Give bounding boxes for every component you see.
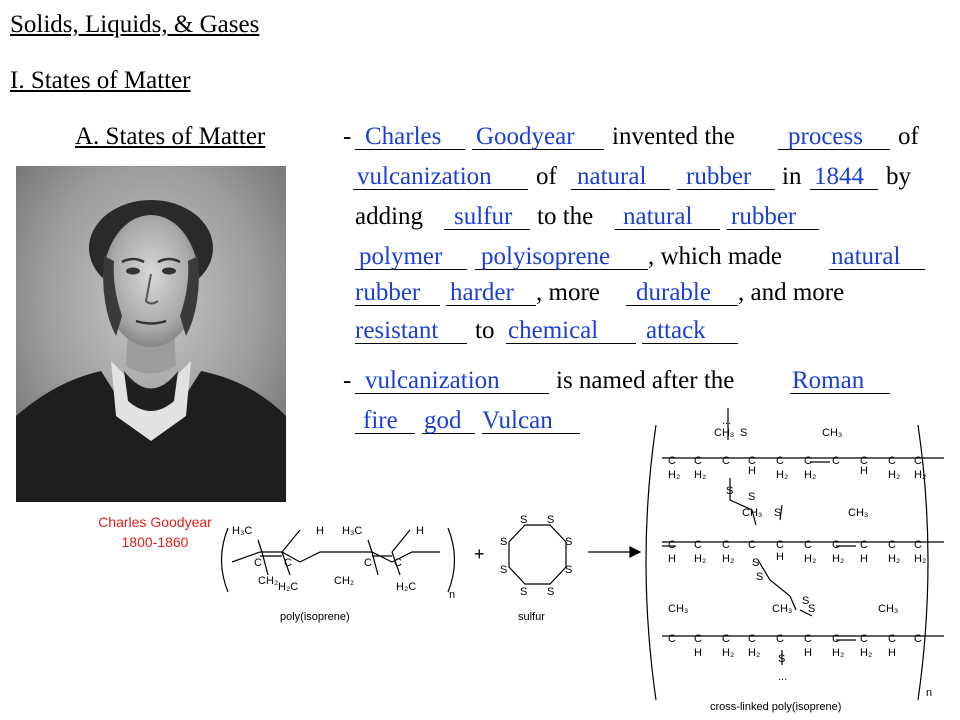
svg-text:H: H <box>860 553 868 565</box>
svg-text:S: S <box>802 595 810 607</box>
label-sulfur: sulfur <box>518 611 545 623</box>
svg-text:H₂: H₂ <box>694 469 707 481</box>
svg-text:H: H <box>668 553 676 565</box>
svg-text:CH₃: CH₃ <box>822 427 843 439</box>
svg-text:C: C <box>914 455 922 467</box>
svg-text:C: C <box>914 633 922 645</box>
svg-text:C: C <box>722 455 730 467</box>
svg-text:H: H <box>748 465 756 477</box>
svg-text:H₂: H₂ <box>832 553 845 565</box>
svg-text:H: H <box>694 647 702 659</box>
blank-rubber-3: rubber <box>355 278 440 308</box>
svg-text:C: C <box>804 633 812 645</box>
svg-text:H₂: H₂ <box>668 469 681 481</box>
svg-text:C: C <box>776 633 784 645</box>
svg-text:S: S <box>752 557 760 569</box>
svg-text:C: C <box>284 557 292 569</box>
blank-god: god <box>422 406 475 436</box>
blank-natural-3: natural <box>829 242 925 272</box>
portrait-name: Charles Goodyear <box>98 514 212 530</box>
blank-vulcanization-2: vulcanization <box>355 366 549 396</box>
svg-text:H: H <box>416 525 424 537</box>
svg-text:H₂C: H₂C <box>278 581 299 593</box>
text-of-1: of <box>898 123 919 150</box>
svg-text:C: C <box>776 455 784 467</box>
blank-vulcan: Vulcan <box>482 406 580 436</box>
text-by: by <box>886 163 911 190</box>
svg-text:C: C <box>694 455 702 467</box>
svg-text:H₂: H₂ <box>888 469 901 481</box>
svg-text:S: S <box>778 653 786 665</box>
svg-text:H₂: H₂ <box>804 553 817 565</box>
svg-text:CH₂: CH₂ <box>334 575 355 587</box>
svg-text:S: S <box>547 586 555 598</box>
blank-vulcanization: vulcanization <box>353 162 528 192</box>
svg-text:S: S <box>808 603 816 615</box>
dots-top: ... <box>722 415 732 427</box>
blank-1844: 1844 <box>810 162 878 192</box>
svg-text:S: S <box>520 586 528 598</box>
svg-text:C: C <box>668 455 676 467</box>
portrait-years: 1800-1860 <box>121 534 189 550</box>
svg-text:H₂: H₂ <box>776 469 789 481</box>
svg-text:CH₃: CH₃ <box>772 603 793 615</box>
blank-polyisoprene: polyisoprene <box>475 242 648 272</box>
svg-text:C: C <box>722 633 730 645</box>
svg-text:S: S <box>756 571 764 583</box>
svg-text:C: C <box>668 633 676 645</box>
svg-text:C: C <box>914 539 922 551</box>
blank-process: process <box>778 122 890 152</box>
text-adding: adding <box>355 203 424 230</box>
svg-text:H: H <box>776 551 784 563</box>
svg-text:H: H <box>860 465 868 477</box>
svg-text:H₂: H₂ <box>914 553 927 565</box>
svg-text:CH₃: CH₃ <box>714 427 735 439</box>
svg-text:S: S <box>520 514 528 526</box>
portrait-caption <box>70 512 240 552</box>
dash-2: - <box>343 367 352 394</box>
svg-text:C: C <box>694 539 702 551</box>
svg-text:H₂: H₂ <box>804 469 817 481</box>
portrait-image <box>16 166 286 502</box>
svg-text:CH₃: CH₃ <box>742 507 763 519</box>
svg-text:C: C <box>748 455 756 467</box>
svg-text:C: C <box>832 455 840 467</box>
svg-text:C: C <box>668 539 676 551</box>
blank-natural-1: natural <box>571 162 670 192</box>
svg-text:C: C <box>394 557 402 569</box>
svg-text:C: C <box>888 633 896 645</box>
svg-text:C: C <box>364 557 372 569</box>
n-label-1: n <box>449 589 456 601</box>
svg-text:C: C <box>722 539 730 551</box>
svg-text:CH₃: CH₃ <box>878 603 899 615</box>
svg-text:C: C <box>804 539 812 551</box>
blank-fire: fire <box>355 406 415 436</box>
section-heading: I. States of Matter <box>10 67 191 94</box>
svg-text:C: C <box>694 633 702 645</box>
svg-text:S: S <box>565 536 573 548</box>
blank-polymer: polymer <box>355 242 467 272</box>
text-more-1: , more <box>536 279 600 306</box>
svg-text:H₂C: H₂C <box>396 581 417 593</box>
svg-text:H₂: H₂ <box>722 647 735 659</box>
blank-rubber-1: rubber <box>677 162 775 192</box>
page-title: Solids, Liquids, & Gases <box>10 11 260 38</box>
label-polymer: poly(isoprene) <box>280 611 350 623</box>
svg-text:S: S <box>748 491 756 503</box>
svg-text:S: S <box>565 564 573 576</box>
svg-text:H₂: H₂ <box>832 647 845 659</box>
svg-text:H₂: H₂ <box>748 647 761 659</box>
text-to-the: to the <box>537 203 594 230</box>
blank-natural-2: natural <box>615 202 720 232</box>
svg-text:C: C <box>748 633 756 645</box>
svg-text:C: C <box>888 455 896 467</box>
svg-text:S: S <box>500 564 508 576</box>
svg-text:C: C <box>804 455 812 467</box>
svg-text:C: C <box>776 539 784 551</box>
svg-text:C: C <box>832 633 840 645</box>
svg-text:CH₃: CH₃ <box>848 507 869 519</box>
svg-text:H: H <box>804 647 812 659</box>
blank-resistant: resistant <box>355 316 467 346</box>
svg-text:H₃C: H₃C <box>342 525 363 537</box>
svg-text:C: C <box>860 633 868 645</box>
svg-text:S: S <box>500 536 508 548</box>
svg-text:H₃C: H₃C <box>232 525 253 537</box>
text-to: to <box>475 317 495 344</box>
blank-durable: durable <box>626 278 738 308</box>
text-which-made: , which made <box>648 243 782 270</box>
svg-text:H₂: H₂ <box>914 469 927 481</box>
svg-text:CH₃: CH₃ <box>668 603 689 615</box>
n-label-2: n <box>926 687 933 699</box>
svg-text:CH₂: CH₂ <box>258 575 279 587</box>
svg-text:C: C <box>860 455 868 467</box>
blank-chemical: chemical <box>506 316 636 346</box>
label-crosslinked: cross-linked poly(isoprene) <box>710 701 842 713</box>
blank-roman: Roman <box>790 366 890 396</box>
svg-text:S: S <box>774 507 782 519</box>
svg-text:H: H <box>316 525 324 537</box>
svg-text:H₂: H₂ <box>694 553 707 565</box>
text-of-2: of <box>536 163 557 190</box>
svg-text:S: S <box>726 485 734 497</box>
svg-text:H₂: H₂ <box>888 553 901 565</box>
svg-text:H₂: H₂ <box>722 553 735 565</box>
svg-text:C: C <box>860 539 868 551</box>
blank-attack: attack <box>642 316 738 346</box>
blank-rubber-2: rubber <box>727 202 819 232</box>
blank-charles: Charles <box>355 122 465 152</box>
dots-bottom: ... <box>778 671 788 683</box>
svg-text:C: C <box>254 557 262 569</box>
svg-text:C: C <box>832 539 840 551</box>
portrait-drawing <box>16 166 286 502</box>
blank-sulfur: sulfur <box>444 202 530 232</box>
svg-text:C: C <box>748 539 756 551</box>
blank-goodyear: Goodyear <box>472 122 604 152</box>
text-named-after: is named after the <box>556 367 735 394</box>
text-invented: invented the <box>612 123 735 150</box>
svg-text:H₂: H₂ <box>860 647 873 659</box>
plus-sign: + <box>474 544 485 564</box>
dash-1: - <box>343 123 352 150</box>
text-and-more: , and more <box>738 279 845 306</box>
blank-harder: harder <box>446 278 536 308</box>
subsection-heading: A. States of Matter <box>75 123 266 150</box>
svg-text:H: H <box>888 647 896 659</box>
svg-text:S: S <box>547 514 555 526</box>
svg-text:S: S <box>740 427 748 439</box>
svg-text:C: C <box>888 539 896 551</box>
text-in: in <box>782 163 802 190</box>
